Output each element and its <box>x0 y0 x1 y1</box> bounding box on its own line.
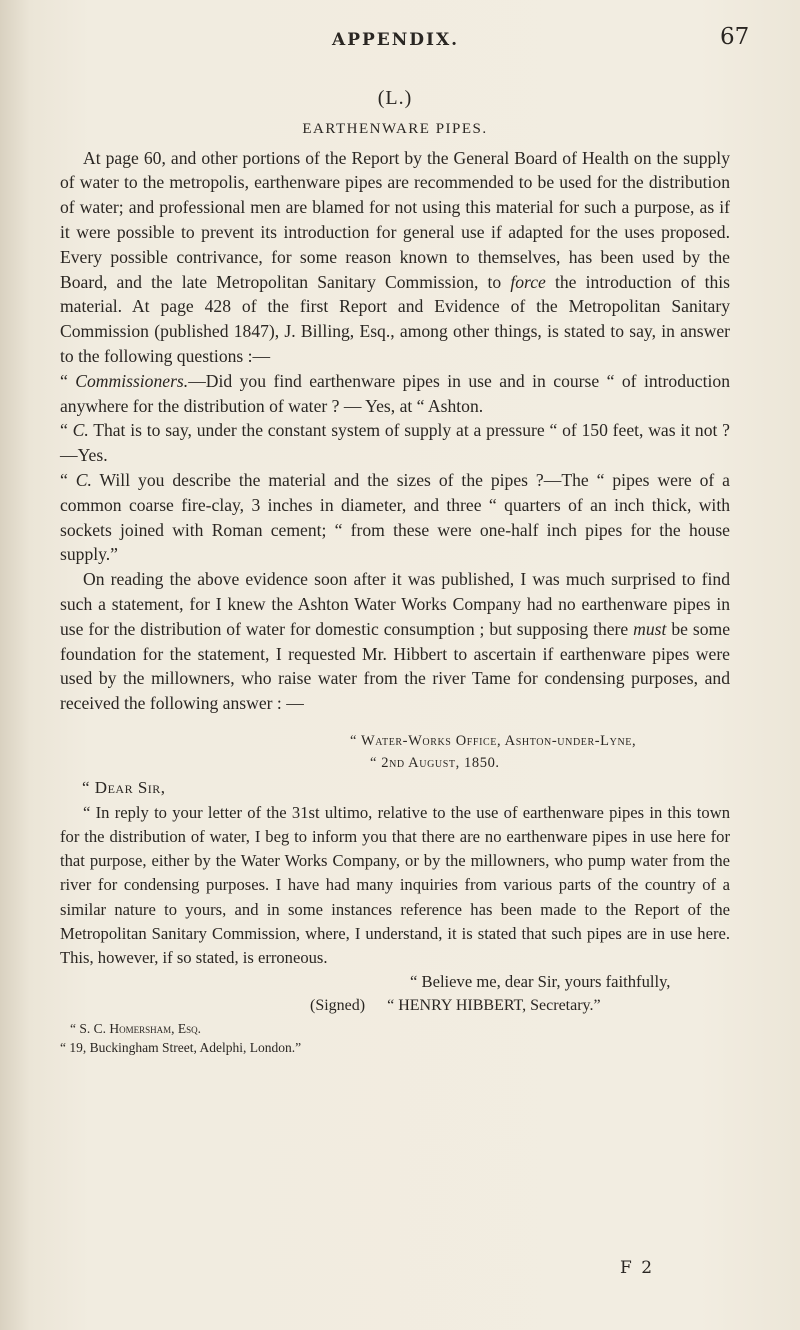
running-head <box>0 24 800 54</box>
question-2: “ C. That is to say, under the constant system of supply at a pressure “ of 150 feet, was it not ?—Yes. <box>60 420 730 466</box>
section-title: EARTHENWARE PIPES. <box>302 120 488 137</box>
signed-label: (Signed) <box>310 997 366 1015</box>
signature-mark: F 2 <box>620 1258 655 1278</box>
letter-closing: “ Believe me, dear Sir, yours faithfully, <box>410 972 671 992</box>
page-number: 67 <box>720 24 750 50</box>
page-body <box>60 86 730 1057</box>
letter-signature-line <box>310 994 730 1019</box>
letter-salutation: “ Dear Sir, <box>82 777 166 797</box>
letter-address: “ 19, Buckingham Street, Adelphi, London.” <box>60 1039 302 1055</box>
section-label: (L.) <box>377 87 413 109</box>
question-3: “ C. Will you describe the material and the sizes of the pipes ?—The “ pipes were of a common coarse fire-clay, 3 inches in diameter, and three “ quarters of an inch thick, with sockets joined with Roman cement; “ from these were one-half inch pipes for the house supply.” <box>60 469 730 565</box>
letter-date: “ 2nd August, 1850. <box>370 754 500 771</box>
letter-body: “ In reply to your letter of the 31st ultimo, relative to the use of earthenware pipes in this town for the distribution of water, I beg to inform you that there are no earthenware pipes in use here for that purpose, either by the Water Works Company, or by the millowners, who pump water from the river for condensing purposes. I have had many inquiries from various parts of the country of a similar nature to yours, and in some instances reference has been made to the Report of the Metropolitan Sanitary Commission, where, I understand, it is stated that such pipes are in use here. This, however, if so stated, is erroneous. <box>60 802 730 967</box>
paragraph-2: On reading the above evidence soon after it was published, I was much surprised to find such a statement, for I knew the Ashton Water Works Company had no earthenware pipes in use for the distribution of water for domestic consumption ; but supposing there must be some foundation for the statement, I requested Mr. Hibbert to ascertain if earthenware pipes were used by the millowners, who raise water from the river Tame for condensing purposes, and received the following answer : — <box>60 569 730 714</box>
letter-addressee: “ S. C. Homersham, Esq. <box>70 1020 202 1036</box>
letter-office: “ Water-Works Office, Ashton-under-Lyne, <box>350 732 637 749</box>
running-head-title: APPENDIX. <box>332 30 460 50</box>
question-1: “ Commissioners.—Did you find earthenware pipes in use and in course “ of introduction anywhere for the distribution of water ? — Yes, at “ Ashton. <box>60 370 730 416</box>
paragraph-1: At page 60, and other portions of the Report by the General Board of Health on the supply of water to the metropolis, earthenware pipes are recommended to be used for the distribution of water; and professional men are blamed for not using this material for such a purpose, as if it were possible to prevent its introduction for general use if adapted for the uses proposed. Every possible contrivance, for some reason known to themselves, has been used by the Board, and the late Metropolitan Sanitary Commission, to force the introduction of this material. At page 428 of the first Report and Evidence of the Metropolitan Sanitary Commission (published 1847), J. Billing, Esq., among other things, is stated to say, in answer to the following questions :— <box>60 147 730 366</box>
letter-signature: “ HENRY HIBBERT, Secretary.” <box>387 997 601 1015</box>
